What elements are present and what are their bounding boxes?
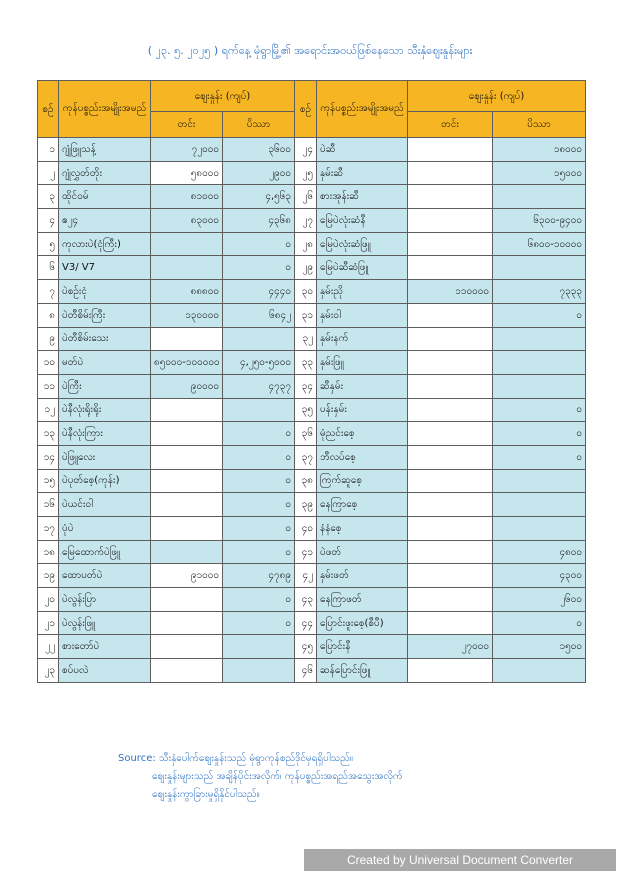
commodity-name: နှမ်းဆီ	[317, 161, 408, 185]
row-number: ၁၇	[38, 517, 59, 541]
row-number: ၂၇	[295, 209, 317, 233]
price-tin	[408, 256, 493, 280]
price-viss: ၀	[223, 517, 295, 541]
price-viss: ၁၅၀၀၀	[493, 161, 586, 185]
row-number: ၃၄	[295, 374, 317, 398]
table-row	[38, 374, 586, 398]
commodity-name: ဧ၂၄	[59, 209, 151, 233]
table-row	[38, 635, 586, 659]
price-tin: ၁၁၀၀၀၀	[408, 280, 493, 304]
row-number: ၂၆	[295, 185, 317, 209]
table-row	[38, 493, 586, 517]
row-number: ၂၅	[295, 161, 317, 185]
row-number: ၄၆	[295, 659, 317, 683]
price-viss: ၀	[493, 398, 586, 422]
price-tin	[408, 232, 493, 256]
commodity-name: စပ်ပလဲ	[59, 659, 151, 683]
commodity-name: ပြောင်းဖူးစေ့(စီပီ)	[317, 611, 408, 635]
price-tin: ၇၂၀၀၀	[151, 138, 223, 162]
commodity-name: V3/ V7	[59, 256, 151, 280]
price-viss	[493, 185, 586, 209]
commodity-name: ပဲစဉ်းငုံ	[59, 280, 151, 304]
price-viss	[493, 493, 586, 517]
row-number: ၈	[38, 303, 59, 327]
price-viss: ၁၈၀၀၀	[493, 138, 586, 162]
row-number: ၂၂	[38, 635, 59, 659]
price-tin: ၁၃၀၀၀၀	[151, 303, 223, 327]
commodity-name: နှမ်းဖြူ	[317, 351, 408, 375]
row-number: ၄	[38, 209, 59, 233]
price-tin	[408, 161, 493, 185]
price-viss: ၁၅၀၀	[493, 635, 586, 659]
price-tin: ၂၇၀၀၀	[408, 635, 493, 659]
row-number: ၉	[38, 327, 59, 351]
commodity-name: စားတော်ပဲ	[59, 635, 151, 659]
price-tin: ၉၀၀၀၀	[151, 374, 223, 398]
commodity-name: ပဲလွန်းဖြူ	[59, 611, 151, 635]
price-tin	[408, 138, 493, 162]
price-viss: ၄,၅၆၃	[223, 185, 295, 209]
price-viss: ၄၄၄၀	[223, 280, 295, 304]
price-tin	[151, 517, 223, 541]
price-tin: ၈၃၀၀၀	[151, 209, 223, 233]
page-title: ( ၂၃. ၅. ၂၀၂၅ ) ရက်နေ့ မုံရွာမြို့၏ အရောင်းအဝယ်ဖြစ်နေသော သီးနှံဈေးနှုန်းများ	[147, 44, 473, 57]
price-viss: ၄၇၈၉	[223, 564, 295, 588]
commodity-name: ပဲတီစိမ်းသေး	[59, 327, 151, 351]
price-viss: ၄၇၃၇	[223, 374, 295, 398]
header-viss: ပိဿာ	[493, 112, 586, 138]
table-row	[38, 422, 586, 446]
commodity-name: မြေထောက်ပဲဖြူ	[59, 540, 151, 564]
price-viss: ၀	[493, 445, 586, 469]
price-viss	[223, 635, 295, 659]
row-number: ၁၂	[38, 398, 59, 422]
price-viss	[493, 256, 586, 280]
source-line: ဈေးနှုန်းများသည် အချိန်ပိုင်းအလိုက်၊ ကုန်ပစ္စည်းအရည်အသွေးအလိုက်	[152, 771, 403, 782]
price-tin	[151, 232, 223, 256]
price-tin	[408, 493, 493, 517]
commodity-name: ပန်းနှမ်း	[317, 398, 408, 422]
price-viss: ၃၆၀၀	[223, 138, 295, 162]
price-viss: ၀	[223, 422, 295, 446]
price-viss: ၂၉၀၀	[223, 161, 295, 185]
price-viss	[223, 659, 295, 683]
row-number: ၂၀	[38, 588, 59, 612]
commodity-name: နှမ်းနက်	[317, 327, 408, 351]
commodity-name: ကုလားပဲ(ငုံကြီး)	[59, 232, 151, 256]
row-number: ၄၁	[295, 540, 317, 564]
price-viss: ၀	[223, 469, 295, 493]
commodity-name: မြေပဲလုံးဆံနီ	[317, 209, 408, 233]
price-tin	[408, 374, 493, 398]
price-viss: ၄၃၀၀	[493, 564, 586, 588]
row-number: ၅	[38, 232, 59, 256]
price-tin: ၈၈၈၀၀	[151, 280, 223, 304]
price-viss	[493, 659, 586, 683]
row-number: ၄၅	[295, 635, 317, 659]
row-number: ၄၀	[295, 517, 317, 541]
table-row	[38, 138, 586, 162]
price-tin: ၈၁၀၀၀	[151, 185, 223, 209]
header-no: စဉ်	[38, 81, 59, 138]
commodity-name: ပဲတီစိမ်းကြီး	[59, 303, 151, 327]
table-row	[38, 232, 586, 256]
price-viss: ၀	[223, 256, 295, 280]
price-viss	[493, 469, 586, 493]
row-number: ၁၁	[38, 374, 59, 398]
commodity-name: ပဲယင်းဝါ	[59, 493, 151, 517]
table-row	[38, 588, 586, 612]
commodity-name: မြေပဲဆီဆံဖြူ	[317, 256, 408, 280]
price-viss: ၄,၂၅၀-၅၀၀၀	[223, 351, 295, 375]
header-name: ကုန်ပစ္စည်းအမျိုးအမည်	[59, 81, 151, 138]
source-note	[118, 750, 403, 804]
header-viss: ပိဿာ	[223, 112, 295, 138]
commodity-name: ဂျုံလွှတ်တိုး	[59, 161, 151, 185]
price-tin	[151, 540, 223, 564]
price-tin	[151, 611, 223, 635]
price-viss: ၂၆၀၀	[493, 588, 586, 612]
commodity-name: ပြောင်းနီ	[317, 635, 408, 659]
row-number: ၂၄	[295, 138, 317, 162]
price-tin: ၈၅၀၀၀-၁၀၀၀၀၀	[151, 351, 223, 375]
price-tin: ၅၈၀၀၀	[151, 161, 223, 185]
commodity-name: ပဲဖတ်	[317, 540, 408, 564]
commodity-name: ပဲဆီ	[317, 138, 408, 162]
price-tin	[151, 445, 223, 469]
commodity-name: ဆန်ပြောင်းဖြူ	[317, 659, 408, 683]
row-number: ၁၄	[38, 445, 59, 469]
table-row	[38, 185, 586, 209]
row-number: ၄၂	[295, 564, 317, 588]
header-name: ကုန်ပစ္စည်းအမျိုးအမည်	[317, 81, 408, 138]
price-viss: ၄၃၆၈	[223, 209, 295, 233]
table-row	[38, 327, 586, 351]
row-number: ၂	[38, 161, 59, 185]
row-number: ၃၈	[295, 469, 317, 493]
commodity-name: နှမ်းဖတ်	[317, 564, 408, 588]
price-viss: ၀	[493, 422, 586, 446]
commodity-name: နေကြာစေ့	[317, 493, 408, 517]
commodity-name: ပဲလွန်းပြာ	[59, 588, 151, 612]
price-tin	[408, 588, 493, 612]
price-tin	[408, 445, 493, 469]
price-viss	[493, 517, 586, 541]
header-price: ဈေးနှုန်း (ကျပ်)	[151, 81, 295, 112]
table-row	[38, 209, 586, 233]
row-number: ၃၇	[295, 445, 317, 469]
price-tin	[151, 588, 223, 612]
header-tin: တင်း	[151, 112, 223, 138]
commodity-name: နှမ်းညို	[317, 280, 408, 304]
row-number: ၄၃	[295, 588, 317, 612]
commodity-name: ပဲနီလုံးရိုးရိုး	[59, 398, 151, 422]
price-tin	[408, 422, 493, 446]
row-number: ၃၃	[295, 351, 317, 375]
price-viss	[223, 327, 295, 351]
price-viss: ၀	[223, 611, 295, 635]
price-viss: ၆၈၄၂	[223, 303, 295, 327]
commodity-name: မုံညင်းစေ့	[317, 422, 408, 446]
commodity-name: မတ်ပဲ	[59, 351, 151, 375]
price-tin	[151, 493, 223, 517]
commodity-name: ပဲဖြူလေး	[59, 445, 151, 469]
commodity-name: ဂျုံဖြူသန့်	[59, 138, 151, 162]
row-number: ၃၂	[295, 327, 317, 351]
price-viss: ၆၃၀၀-၉၄၀၀	[493, 209, 586, 233]
price-viss: ၀	[223, 540, 295, 564]
table-row	[38, 540, 586, 564]
price-tin	[408, 351, 493, 375]
price-tin: ၉၁၀၀၀	[151, 564, 223, 588]
row-number: ၁၃	[38, 422, 59, 446]
price-tin	[151, 659, 223, 683]
price-tin	[151, 398, 223, 422]
price-viss: ၀	[493, 611, 586, 635]
price-tin	[151, 327, 223, 351]
row-number: ၃၁	[295, 303, 317, 327]
price-tin	[151, 635, 223, 659]
commodity-name: ပုံပဲ	[59, 517, 151, 541]
price-tin	[408, 209, 493, 233]
table-row	[38, 517, 586, 541]
row-number: ၂၃	[38, 659, 59, 683]
row-number: ၁၀	[38, 351, 59, 375]
price-tin	[408, 327, 493, 351]
header-price: ဈေးနှုန်း (ကျပ်)	[408, 81, 586, 112]
price-tin	[151, 422, 223, 446]
table-row	[38, 469, 586, 493]
row-number: ၁၆	[38, 493, 59, 517]
table-row	[38, 398, 586, 422]
row-number: ၂၈	[295, 232, 317, 256]
table-row	[38, 564, 586, 588]
table-row	[38, 611, 586, 635]
row-number: ၃၅	[295, 398, 317, 422]
row-number: ၇	[38, 280, 59, 304]
row-number: ၃၆	[295, 422, 317, 446]
price-viss: ၄၈၀၀	[493, 540, 586, 564]
price-tin	[151, 256, 223, 280]
table-row	[38, 445, 586, 469]
header-no: စဉ်	[295, 81, 317, 138]
price-viss: ၀	[223, 493, 295, 517]
price-tin	[408, 611, 493, 635]
source-line: ဈေးနှုန်းကွာခြားမှုရှိနိုင်ပါသည်။	[152, 789, 260, 800]
commodity-name: နံနံစေ့	[317, 517, 408, 541]
commodity-name: ပဲကြီး	[59, 374, 151, 398]
watermark: Created by Universal Document Converter	[304, 849, 616, 871]
commodity-name: နှမ်းဝါ	[317, 303, 408, 327]
price-viss	[493, 374, 586, 398]
row-number: ၃	[38, 185, 59, 209]
row-number: ၂၉	[295, 256, 317, 280]
price-tin	[408, 564, 493, 588]
commodity-name: ထိုင်ဝမ်	[59, 185, 151, 209]
price-viss: ၀	[493, 303, 586, 327]
price-viss	[493, 327, 586, 351]
source-label: Source:	[118, 753, 156, 764]
price-viss: ၀	[223, 445, 295, 469]
commodity-name: ပဲပုတ်စေ့(ကုန်း)	[59, 469, 151, 493]
price-viss: ၀	[223, 588, 295, 612]
row-number: ၄၄	[295, 611, 317, 635]
table-row	[38, 303, 586, 327]
table-row	[38, 659, 586, 683]
header-tin: တင်း	[408, 112, 493, 138]
price-viss: ၀	[223, 232, 295, 256]
price-tin	[408, 469, 493, 493]
table-row	[38, 280, 586, 304]
price-tin	[408, 303, 493, 327]
row-number: ၁၈	[38, 540, 59, 564]
price-tin	[408, 517, 493, 541]
commodity-name: ပဲနီလုံးကြား	[59, 422, 151, 446]
commodity-name: ဘီလပ်စေ့	[317, 445, 408, 469]
commodity-name: နေကြာဖတ်	[317, 588, 408, 612]
price-tin	[408, 185, 493, 209]
price-viss: ၆၈၀၀-၁၀၀၀၀	[493, 232, 586, 256]
price-viss	[223, 398, 295, 422]
table-row	[38, 161, 586, 185]
price-table	[37, 80, 586, 683]
row-number: ၃၉	[295, 493, 317, 517]
row-number: ၃၀	[295, 280, 317, 304]
price-tin	[408, 540, 493, 564]
table-row	[38, 256, 586, 280]
price-viss	[493, 351, 586, 375]
commodity-name: ထောပတ်ပဲ	[59, 564, 151, 588]
price-tin	[151, 469, 223, 493]
commodity-name: ကြက်ဆူစေ့	[317, 469, 408, 493]
price-viss: ၇၃၃၃	[493, 280, 586, 304]
row-number: ၂၁	[38, 611, 59, 635]
row-number: ၁၅	[38, 469, 59, 493]
table-row	[38, 351, 586, 375]
source-line: သီးနှံပေါက်ဈေးနှုန်းသည် မုံရွာကုန်စည်ဒိုင်မှရရှိပါသည်။	[158, 753, 353, 764]
price-tin	[408, 398, 493, 422]
row-number: ၁	[38, 138, 59, 162]
price-tin	[408, 659, 493, 683]
row-number: ၆	[38, 256, 59, 280]
commodity-name: ဆီနှမ်း	[317, 374, 408, 398]
row-number: ၁၉	[38, 564, 59, 588]
commodity-name: စားအုန်းဆီ	[317, 185, 408, 209]
commodity-name: မြေပဲလုံးဆံဖြူ	[317, 232, 408, 256]
